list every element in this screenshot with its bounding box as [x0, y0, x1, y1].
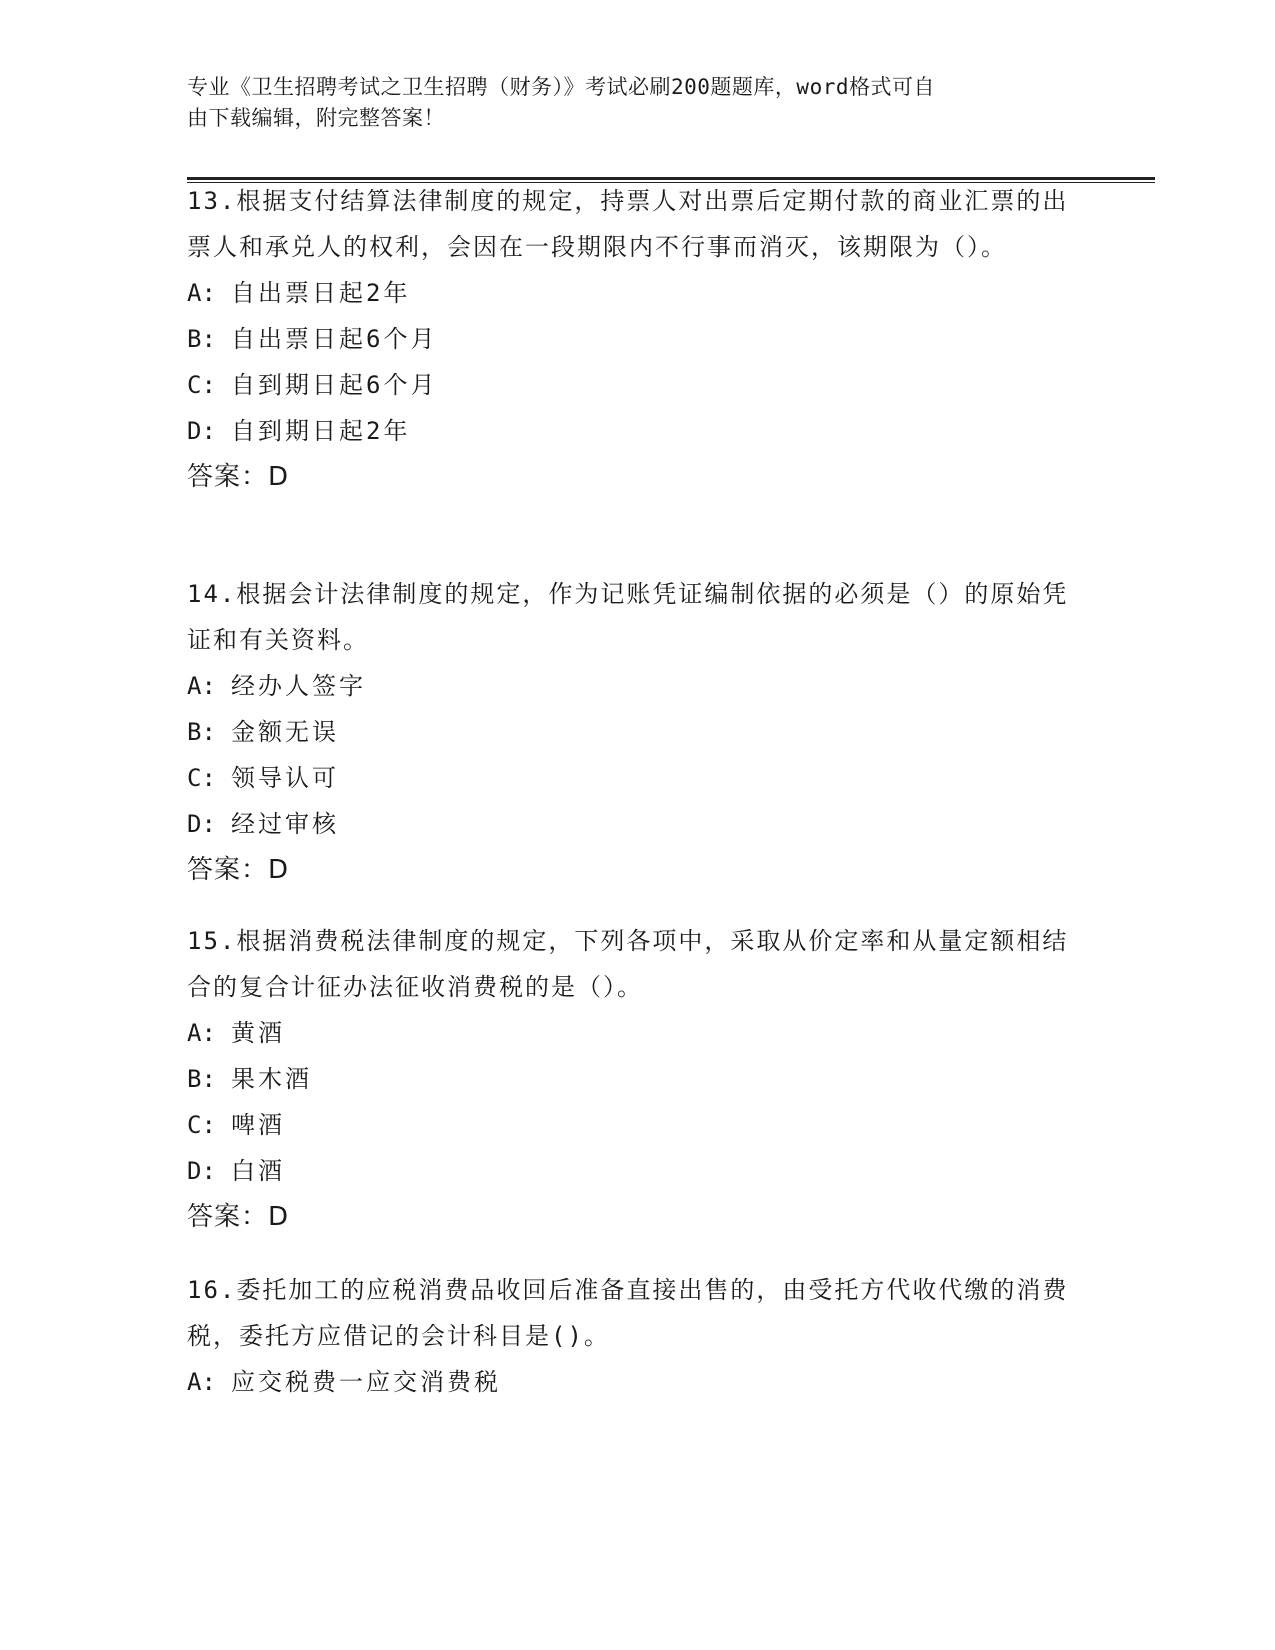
option-d [187, 1148, 1077, 1194]
option-letter: C: [187, 1111, 216, 1139]
question-14 [187, 571, 1077, 893]
option-text: 自出票日起6个月 [231, 325, 438, 353]
option-letter: A: [187, 279, 216, 307]
option-letter: B: [187, 718, 216, 746]
option-c [187, 755, 1077, 801]
question-13 [187, 178, 1077, 500]
option-text: 领导认可 [231, 764, 339, 792]
question-stem: 16.委托加工的应税消费品收回后准备直接出售的，由受托方代收代缴的消费税，委托方应借记的会计科目是()。 [187, 1276, 1069, 1350]
option-text: 经办人签字 [231, 672, 366, 700]
option-b [187, 1056, 1077, 1102]
option-c [187, 362, 1077, 408]
header-line-2: 由下载编辑，附完整答案！ [187, 106, 445, 130]
option-text: 金额无误 [231, 718, 339, 746]
answer-line: 答案：D [187, 462, 290, 492]
option-letter: A: [187, 1019, 216, 1047]
option-letter: D: [187, 810, 216, 838]
option-a [187, 1010, 1077, 1056]
option-text: 自到期日起2年 [231, 417, 411, 445]
option-c [187, 1102, 1077, 1148]
option-letter: A: [187, 1368, 216, 1396]
option-text: 黄酒 [231, 1019, 285, 1047]
document-header [187, 72, 1067, 134]
option-a [187, 270, 1077, 316]
question-stem: 14.根据会计法律制度的规定，作为记账凭证编制依据的必须是（）的原始凭证和有关资料。 [187, 580, 1069, 654]
header-line-1: 专业《卫生招聘考试之卫生招聘（财务）》考试必刷200题题库，word格式可自 [187, 75, 935, 99]
option-letter: C: [187, 371, 216, 399]
option-a [187, 663, 1077, 709]
option-letter: A: [187, 672, 216, 700]
option-b [187, 709, 1077, 755]
option-letter: D: [187, 1157, 216, 1185]
option-text: 自到期日起6个月 [231, 371, 438, 399]
question-stem: 13.根据支付结算法律制度的规定，持票人对出票后定期付款的商业汇票的出票人和承兑人的权利，会因在一段期限内不行事而消灭，该期限为（）。 [187, 187, 1069, 261]
question-15 [187, 918, 1077, 1240]
answer-line: 答案：D [187, 1202, 290, 1232]
option-text: 果木酒 [231, 1065, 312, 1093]
option-letter: D: [187, 417, 216, 445]
option-d [187, 408, 1077, 454]
question-stem: 15.根据消费税法律制度的规定，下列各项中，采取从价定率和从量定额相结合的复合计征办法征收消费税的是（）。 [187, 927, 1069, 1001]
option-letter: B: [187, 1065, 216, 1093]
option-letter: C: [187, 764, 216, 792]
option-letter: B: [187, 325, 216, 353]
option-text: 自出票日起2年 [231, 279, 411, 307]
option-text: 啤酒 [231, 1111, 285, 1139]
option-text: 白酒 [231, 1157, 285, 1185]
option-text: 应交税费一应交消费税 [231, 1368, 501, 1396]
option-a [187, 1359, 1077, 1405]
option-text: 经过审核 [231, 810, 339, 838]
question-16 [187, 1267, 1077, 1405]
answer-line: 答案：D [187, 855, 290, 885]
option-d [187, 801, 1077, 847]
option-b [187, 316, 1077, 362]
